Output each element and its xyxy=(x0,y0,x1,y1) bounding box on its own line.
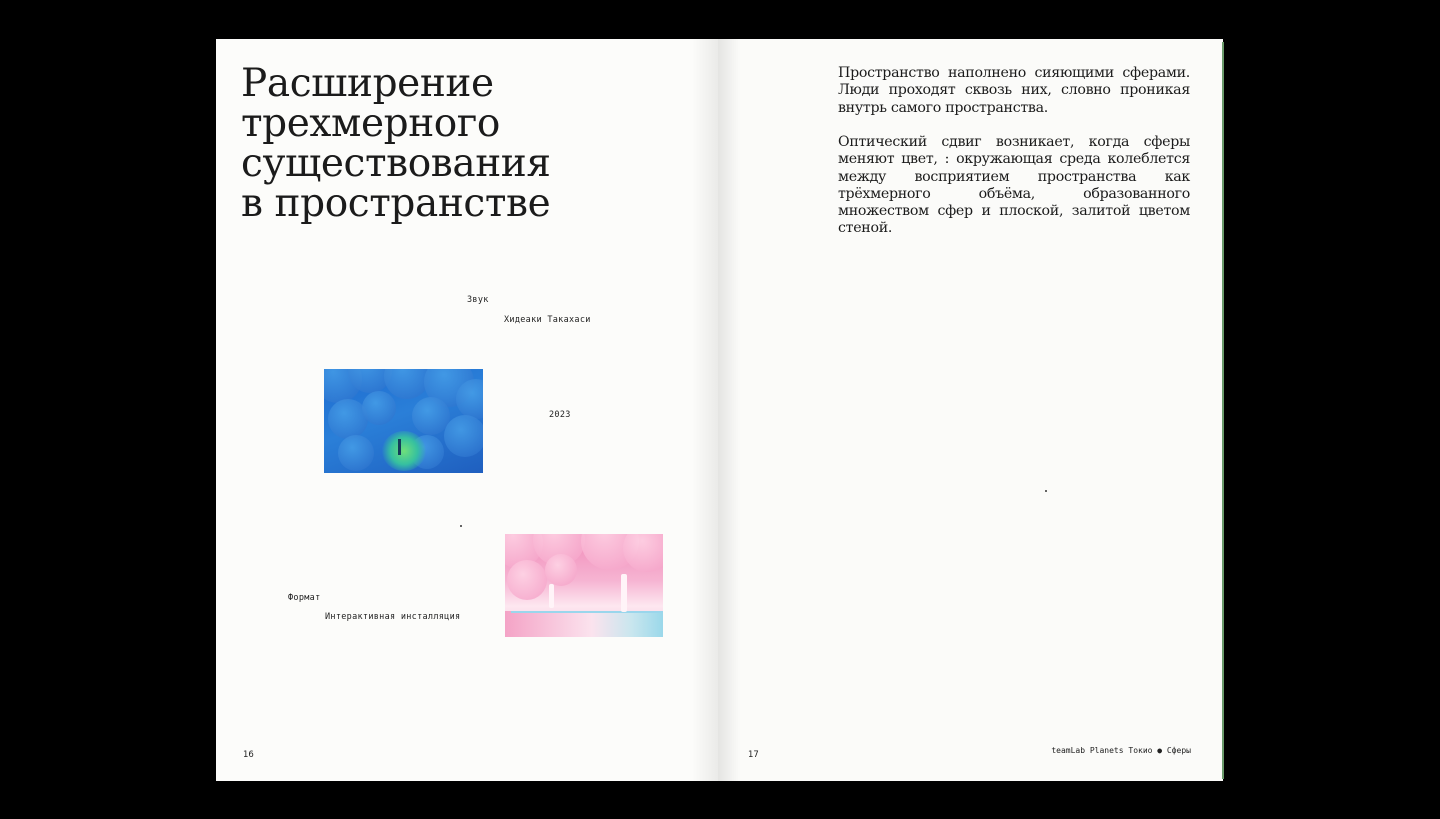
title-line: в пространстве xyxy=(241,181,551,226)
blue-spheres-photo xyxy=(324,369,483,473)
page-number-left: 16 xyxy=(243,750,254,760)
pink-spheres-photo xyxy=(505,534,663,637)
page-edge xyxy=(1222,42,1224,779)
running-footer: teamLab Planets Токио ● Сферы xyxy=(1051,746,1191,755)
gutter-shadow xyxy=(692,39,718,781)
gutter-shadow xyxy=(718,39,740,781)
body-paragraph-1: Пространство наполнено сияющими сферами. Люди проходят сквозь них, словно проникая внутрь самого пространства. xyxy=(838,65,1190,116)
page-title xyxy=(241,61,551,226)
title-line: Расширение xyxy=(241,61,494,106)
left-page xyxy=(216,39,718,781)
year-value: 2023 xyxy=(549,410,571,420)
right-page xyxy=(718,39,1223,781)
sound-label: Звук xyxy=(467,295,489,305)
body-paragraph-2: Оптический сдвиг возникает, когда сферы меняют цвет, : окружающая среда колеблется между восприятием пространства как трёхмерного объёма, образованного множеством сфер и плоской, залитой цветом стеной. xyxy=(838,134,1190,237)
sound-value: Хидеаки Такахаси xyxy=(504,315,591,325)
format-label: Формат xyxy=(288,593,321,603)
title-line: трехмерного xyxy=(241,101,500,146)
paper-speck xyxy=(460,525,462,527)
paper-speck xyxy=(1045,490,1047,492)
page-number-right: 17 xyxy=(748,750,759,760)
title-line: существования xyxy=(241,141,551,186)
format-value: Интерактивная инсталляция xyxy=(325,612,461,622)
